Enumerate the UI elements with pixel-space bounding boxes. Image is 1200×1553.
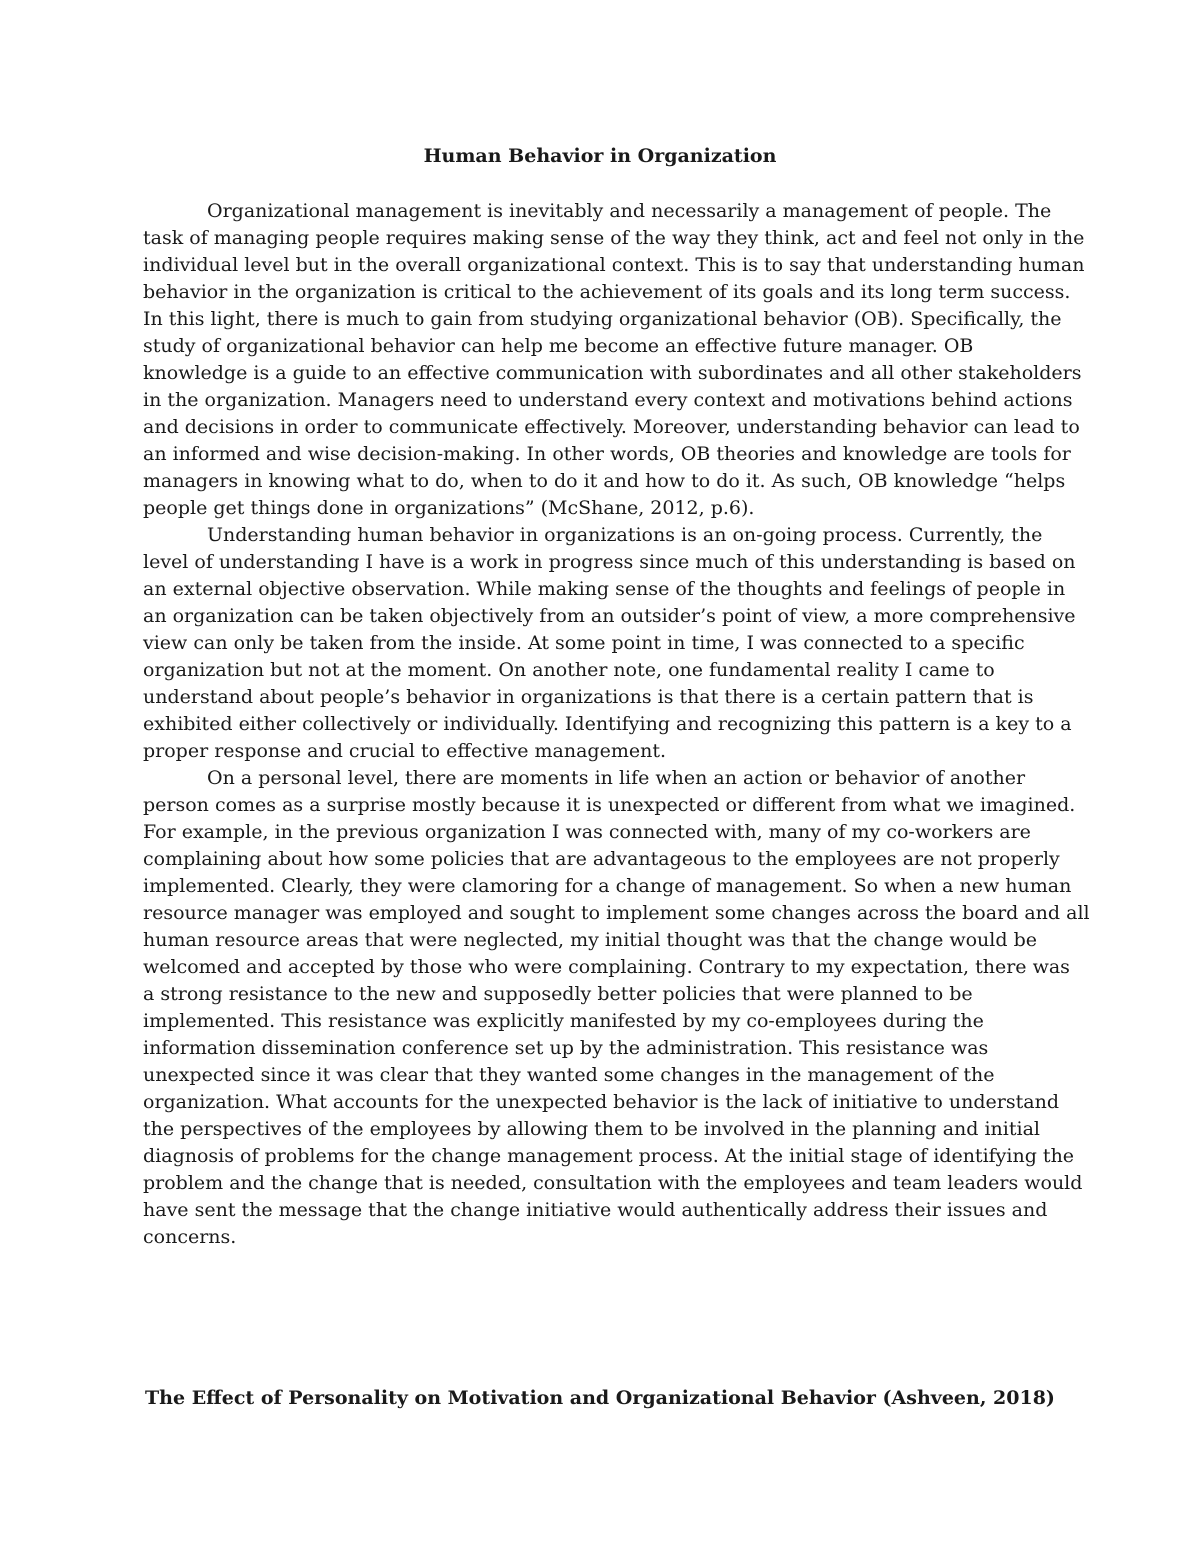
text-line: an organization can be taken objectively from an outsider’s point of view, a more comprehensive bbox=[143, 605, 1076, 627]
text-line: study of organizational behavior can help me become an effective future manager. OB bbox=[143, 335, 974, 357]
text-line: diagnosis of problems for the change management process. At the initial stage of identifying the bbox=[143, 1145, 1075, 1167]
section-heading-title: The Effect of Personality on Motivation and Organizational Behavior bbox=[145, 1387, 876, 1409]
text-line: level of understanding I have is a work in progress since much of this understanding is based on bbox=[143, 551, 1076, 573]
text-line: welcomed and accepted by those who were complaining. Contrary to my expectation, there was bbox=[143, 956, 1070, 978]
text-line: a strong resistance to the new and supposedly better policies that were planned to be bbox=[143, 983, 973, 1005]
text-line: behavior in the organization is critical to the achievement of its goals and its long term success. bbox=[143, 281, 1071, 303]
text-line: people get things done in organizations” (McShane, 2012, p.6). bbox=[143, 497, 755, 519]
text-line: an informed and wise decision-making. In other words, OB theories and knowledge are tools for bbox=[143, 443, 1071, 465]
text-line: organization. What accounts for the unexpected behavior is the lack of initiative to understand bbox=[143, 1091, 1059, 1113]
document-title: Human Behavior in Organization bbox=[423, 145, 777, 167]
text-line: exhibited either collectively or individually. Identifying and recognizing this pattern is a key to a bbox=[143, 713, 1072, 735]
text-line: concerns. bbox=[143, 1226, 237, 1248]
text-line: individual level but in the overall organizational context. This is to say that understanding human bbox=[143, 254, 1085, 276]
text-line: proper response and crucial to effective management. bbox=[143, 740, 667, 762]
text-line: understand about people’s behavior in organizations is that there is a certain pattern that is bbox=[143, 686, 1034, 708]
text-line: Organizational management is inevitably and necessarily a management of people. The bbox=[207, 200, 1052, 222]
text-line: problem and the change that is needed, consultation with the employees and team leaders would bbox=[143, 1172, 1083, 1194]
text-line: On a personal level, there are moments in life when an action or behavior of another bbox=[207, 767, 1026, 789]
section-heading bbox=[0, 1385, 1200, 1412]
text-line: Understanding human behavior in organizations is an on-going process. Currently, the bbox=[207, 524, 1043, 546]
text-line: organization but not at the moment. On another note, one fundamental reality I came to bbox=[143, 659, 995, 681]
text-line: In this light, there is much to gain from studying organizational behavior (OB). Specifically, the bbox=[143, 308, 1062, 330]
text-line: task of managing people requires making sense of the way they think, act and feel not only in the bbox=[143, 227, 1085, 249]
text-line: knowledge is a guide to an effective communication with subordinates and all other stakeholders bbox=[143, 362, 1082, 384]
text-line: the perspectives of the employees by allowing them to be involved in the planning and initial bbox=[143, 1118, 1040, 1140]
text-line: implemented. This resistance was explicitly manifested by my co-employees during the bbox=[143, 1010, 984, 1032]
text-line: in the organization. Managers need to understand every context and motivations behind actions bbox=[143, 389, 1073, 411]
text-line: information dissemination conference set up by the administration. This resistance was bbox=[143, 1037, 989, 1059]
text-line: complaining about how some policies that are advantageous to the employees are not properly bbox=[143, 848, 1060, 870]
text-line: For example, in the previous organization I was connected with, many of my co-workers are bbox=[143, 821, 1031, 843]
text-line: resource manager was employed and sought to implement some changes across the board and all bbox=[143, 902, 1090, 924]
section-heading-citation: (Ashveen, 2018) bbox=[875, 1387, 1055, 1409]
text-line: human resource areas that were neglected, my initial thought was that the change would be bbox=[143, 929, 1037, 951]
text-line: unexpected since it was clear that they wanted some changes in the management of the bbox=[143, 1064, 995, 1086]
text-line: have sent the message that the change initiative would authentically address their issues and bbox=[143, 1199, 1048, 1221]
text-line: managers in knowing what to do, when to do it and how to do it. As such, OB knowledge “helps bbox=[143, 470, 1066, 492]
text-line: and decisions in order to communicate effectively. Moreover, understanding behavior can lead to bbox=[143, 416, 1080, 438]
document-body bbox=[143, 198, 1090, 1251]
text-line: implemented. Clearly, they were clamoring for a change of management. So when a new human bbox=[143, 875, 1072, 897]
text-line: view can only be taken from the inside. At some point in time, I was connected to a specific bbox=[143, 632, 1025, 654]
text-line: person comes as a surprise mostly because it is unexpected or different from what we imagined. bbox=[143, 794, 1076, 816]
text-line: an external objective observation. While making sense of the thoughts and feelings of people in bbox=[143, 578, 1066, 600]
